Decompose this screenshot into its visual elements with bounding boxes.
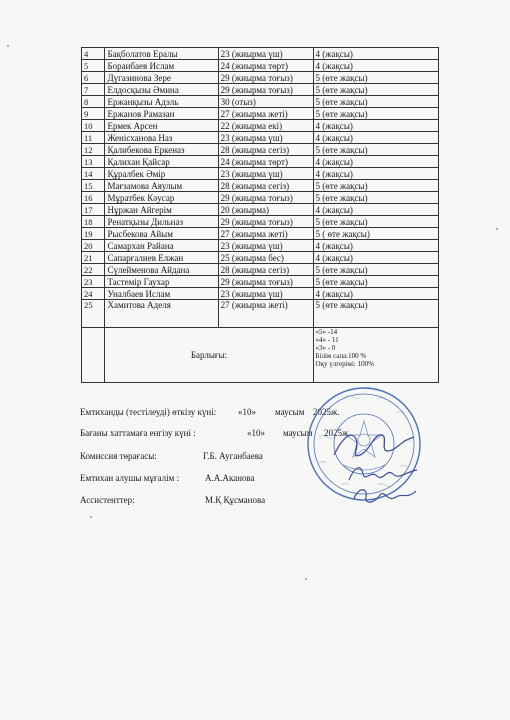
num-cell: 22 bbox=[82, 264, 105, 276]
name-cell: Мағзамова Аяулым bbox=[105, 180, 218, 192]
table-row bbox=[82, 132, 439, 144]
grade-cell: 5 (өте жақсы) bbox=[313, 108, 438, 120]
name-cell: Бақболатов Ералы bbox=[105, 48, 218, 60]
num-cell: 16 bbox=[82, 192, 105, 204]
name-cell: Самархан Райана bbox=[105, 240, 218, 252]
num-cell: 14 bbox=[82, 168, 105, 180]
score-cell: 29 (жиырма тоғыз) bbox=[218, 216, 313, 228]
name-cell: Бораибаев Ислам bbox=[105, 60, 218, 72]
num-cell: 9 bbox=[82, 108, 105, 120]
grade-cell: 5 ( өте жақсы) bbox=[313, 228, 438, 240]
assistant-name: М.Қ Құсманова bbox=[205, 495, 266, 505]
table-row bbox=[82, 228, 439, 240]
table-row bbox=[82, 48, 439, 60]
summary-line: «4» - 11 bbox=[315, 336, 339, 344]
num-cell: 25 bbox=[82, 300, 105, 328]
entry-day: «10» bbox=[247, 428, 265, 438]
table-row bbox=[82, 84, 439, 96]
grade-cell: 4 (жақсы) bbox=[313, 156, 438, 168]
name-cell: Ержанқызы Адэль bbox=[105, 96, 218, 108]
score-cell: 29 (жиырма тоғыз) bbox=[218, 192, 313, 204]
name-cell: Рысбекова Айым bbox=[105, 228, 218, 240]
name-cell: Тастемір Гаухар bbox=[105, 276, 218, 288]
grade-cell: 5 (өте жақсы) bbox=[313, 144, 438, 156]
score-cell: 28 (жиырма сегіз) bbox=[218, 180, 313, 192]
grade-cell: 4 (жақсы) bbox=[313, 168, 438, 180]
name-cell: Нұржан Айгерім bbox=[105, 204, 218, 216]
score-cell: 23 (жиырма үш) bbox=[218, 288, 313, 300]
num-cell: 21 bbox=[82, 252, 105, 264]
score-cell: 25 (жиырма бес) bbox=[218, 252, 313, 264]
score-cell: 23 (жиырма үш) bbox=[218, 48, 313, 60]
name-cell: Қалихан Қайсар bbox=[105, 156, 218, 168]
entry-month: маусым bbox=[283, 428, 313, 438]
num-cell: 13 bbox=[82, 156, 105, 168]
grade-cell: 4 (жақсы) bbox=[313, 48, 438, 60]
score-cell: 23 (жиырма үш) bbox=[218, 240, 313, 252]
name-cell: Елдосқызы Әмина bbox=[105, 84, 218, 96]
scan-speck bbox=[7, 45, 9, 47]
score-cell: 22 (жиырма екі) bbox=[218, 120, 313, 132]
grade-cell: 5 (өте жақсы) bbox=[313, 276, 438, 288]
chair-name: Г.Б. Ауганбаева bbox=[203, 451, 263, 461]
score-cell: 28 (жиырма сегіз) bbox=[218, 264, 313, 276]
num-cell: 8 bbox=[82, 96, 105, 108]
score-cell: 24 (жиырма төрт) bbox=[218, 156, 313, 168]
grade-cell: 4 (жақсы) bbox=[313, 204, 438, 216]
score-cell: 24 (жиырма төрт) bbox=[218, 60, 313, 72]
teacher-label: Емтихан алушы мұғалім : bbox=[80, 473, 180, 483]
grade-cell: 4 (жақсы) bbox=[313, 288, 438, 300]
assistant-signature-icon bbox=[350, 483, 420, 509]
scan-speck bbox=[305, 578, 307, 580]
name-cell: Қалибекова Еркеназ bbox=[105, 144, 218, 156]
num-cell: 24 bbox=[82, 288, 105, 300]
name-cell: Ермек Арсен bbox=[105, 120, 218, 132]
num-cell: 6 bbox=[82, 72, 105, 84]
score-cell: 23 (жиырма үш) bbox=[218, 168, 313, 180]
num-cell: 4 bbox=[82, 48, 105, 60]
grade-cell: 5 (өте жақсы) bbox=[313, 264, 438, 276]
exam-date-label: Емтиханды (тестілеуді) өткізу күні: bbox=[80, 407, 217, 417]
name-cell: Сүлейменова Айдана bbox=[105, 264, 218, 276]
num-cell: 23 bbox=[82, 276, 105, 288]
table-row bbox=[82, 216, 439, 228]
chair-label: Комиссия төрағасы: bbox=[80, 451, 157, 461]
table-row bbox=[82, 72, 439, 84]
score-cell: 29 (жиырма тоғыз) bbox=[218, 276, 313, 288]
num-cell: 7 bbox=[82, 84, 105, 96]
table-row bbox=[82, 204, 439, 216]
summary-line: «5» -14 bbox=[315, 328, 338, 336]
table-row bbox=[82, 156, 439, 168]
grade-cell: 5 (өте жақсы) bbox=[313, 216, 438, 228]
exam-year: 2025ж. bbox=[313, 407, 340, 417]
grades-table-body bbox=[82, 48, 439, 328]
name-cell: Дүгазинова Зере bbox=[105, 72, 218, 84]
teacher-name: А.А.Аканова bbox=[205, 473, 255, 483]
chair-signature-icon bbox=[330, 425, 420, 465]
table-row bbox=[82, 276, 439, 288]
total-row bbox=[82, 328, 439, 383]
num-cell: 20 bbox=[82, 240, 105, 252]
name-cell: Уналбаев Ислам bbox=[105, 288, 218, 300]
total-label: Барлығы: bbox=[105, 328, 313, 383]
summary-line: Білім сапа:100 % bbox=[315, 352, 367, 360]
num-cell: 12 bbox=[82, 144, 105, 156]
grade-cell: 5 (өте жақсы) bbox=[313, 180, 438, 192]
exam-day: «10» bbox=[238, 407, 256, 417]
grade-cell: 4 (жақсы) bbox=[313, 252, 438, 264]
score-cell: 23 (жиырма үш) bbox=[218, 132, 313, 144]
grade-cell: 4 (жақсы) bbox=[313, 132, 438, 144]
grade-cell: 5 (өте жақсы) bbox=[313, 96, 438, 108]
table-row bbox=[82, 192, 439, 204]
num-cell: 17 bbox=[82, 204, 105, 216]
table-row bbox=[82, 252, 439, 264]
summary-line: «3» - 0 bbox=[315, 344, 336, 352]
grade-cell: 5 (өте жақсы) bbox=[313, 84, 438, 96]
grade-cell: 4 (жақсы) bbox=[313, 240, 438, 252]
table-row bbox=[82, 180, 439, 192]
grades-table bbox=[81, 47, 439, 383]
score-cell: 27 (жиырма жеті) bbox=[218, 108, 313, 120]
score-cell: 27 (жиырма жеті) bbox=[218, 300, 313, 328]
table-row bbox=[82, 300, 439, 328]
grade-cell: 5 (өте жақсы) bbox=[313, 72, 438, 84]
table-row bbox=[82, 144, 439, 156]
table-row bbox=[82, 60, 439, 72]
score-cell: 30 (отыз) bbox=[218, 96, 313, 108]
name-cell: Құралбек Әмір bbox=[105, 168, 218, 180]
num-cell: 18 bbox=[82, 216, 105, 228]
entry-date-label: Бағаны хаттамаға енгізу күні : bbox=[80, 428, 196, 438]
score-cell: 27 (жиырма жеті) bbox=[218, 228, 313, 240]
table-row bbox=[82, 96, 439, 108]
num-cell: 19 bbox=[82, 228, 105, 240]
score-cell: 20 (жиырма) bbox=[218, 204, 313, 216]
name-cell: Ренатқызы Дильназ bbox=[105, 216, 218, 228]
name-cell: Женісханова Наз bbox=[105, 132, 218, 144]
scan-speck bbox=[90, 516, 92, 518]
table-row bbox=[82, 288, 439, 300]
name-cell: Ержанов Рамазан bbox=[105, 108, 218, 120]
total-summary bbox=[313, 328, 438, 383]
assistant-label: Ассистенттер: bbox=[80, 495, 135, 505]
total-num-cell bbox=[82, 328, 105, 383]
score-cell: 29 (жиырма тоғыз) bbox=[218, 84, 313, 96]
name-cell: Хамитова Аделя bbox=[105, 300, 218, 328]
grade-cell: 5 (өте жақсы) bbox=[313, 300, 438, 328]
table-row bbox=[82, 108, 439, 120]
table-row bbox=[82, 120, 439, 132]
num-cell: 5 bbox=[82, 60, 105, 72]
table-row bbox=[82, 240, 439, 252]
table-row bbox=[82, 168, 439, 180]
grade-cell: 4 (жақсы) bbox=[313, 120, 438, 132]
summary-line: Оқу үлгерімі: 100% bbox=[315, 360, 374, 368]
score-cell: 28 (жиырма сегіз) bbox=[218, 144, 313, 156]
table-row bbox=[82, 264, 439, 276]
grade-cell: 4 (жақсы) bbox=[313, 60, 438, 72]
name-cell: Мұратбек Кәусар bbox=[105, 192, 218, 204]
grade-cell: 5 (өте жақсы) bbox=[313, 192, 438, 204]
num-cell: 10 bbox=[82, 120, 105, 132]
entry-year: 2025ж. bbox=[324, 428, 351, 438]
num-cell: 15 bbox=[82, 180, 105, 192]
exam-month: маусым bbox=[275, 407, 305, 417]
score-cell: 29 (жиырма тоғыз) bbox=[218, 72, 313, 84]
num-cell: 11 bbox=[82, 132, 105, 144]
scan-speck bbox=[496, 228, 498, 230]
name-cell: Сапарғалиев Елжан bbox=[105, 252, 218, 264]
